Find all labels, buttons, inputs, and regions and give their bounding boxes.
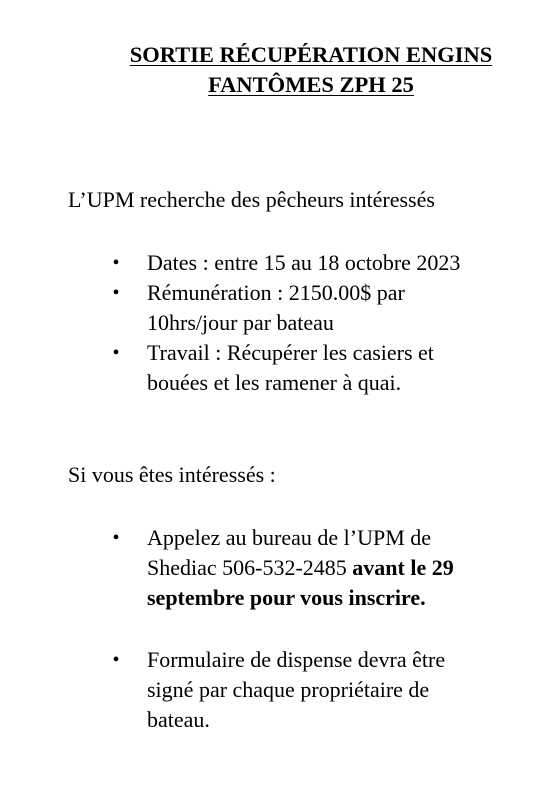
- intro-paragraph: L’UPM recherche des pêcheurs intéressés: [68, 187, 435, 212]
- dates-text: Dates : entre 15 au 18 octobre 2023: [147, 250, 461, 275]
- bullet-icon: •: [112, 252, 120, 274]
- bullet-icon: •: [112, 342, 120, 364]
- details-list: [0, 248, 500, 398]
- title-line-2: FANTÔMES ZPH 25: [208, 72, 414, 97]
- bullet-icon: •: [112, 282, 120, 304]
- list-item-waiver: [0, 645, 500, 735]
- title-line-1: SORTIE RÉCUPÉRATION ENGINS: [129, 42, 493, 67]
- bullet-icon: •: [112, 649, 120, 671]
- deadline-bold-text: avant le 29: [352, 555, 454, 580]
- remuneration-text-line-2: 10hrs/jour par bateau: [147, 310, 334, 335]
- document-title: [0, 40, 557, 100]
- list-item-dates: [0, 248, 500, 278]
- deadline-bold-text-line-2: septembre pour vous inscrire.: [147, 585, 426, 610]
- list-item-travail: [0, 338, 500, 398]
- waiver-text-line-3: bateau.: [147, 707, 210, 732]
- call-text-line-1: Appelez au bureau de l’UPM de: [147, 525, 432, 550]
- bullet-icon: •: [112, 527, 120, 549]
- interest-heading: Si vous êtes intéressés :: [68, 462, 276, 487]
- waiver-text-line-2: signé par chaque propriétaire de: [147, 677, 430, 702]
- travail-text-line-2: bouées et les ramener à quai.: [147, 370, 402, 395]
- travail-text-line-1: Travail : Récupérer les casiers et: [147, 340, 434, 365]
- instructions-list: [0, 523, 500, 735]
- call-text-line-2: Shediac 506-532-2485: [147, 555, 353, 580]
- list-item-call: [0, 523, 500, 613]
- remuneration-text-line-1: Rémunération : 2150.00$ par: [147, 280, 405, 305]
- list-item-remuneration: [0, 278, 500, 338]
- waiver-text-line-1: Formulaire de dispense devra être: [147, 647, 446, 672]
